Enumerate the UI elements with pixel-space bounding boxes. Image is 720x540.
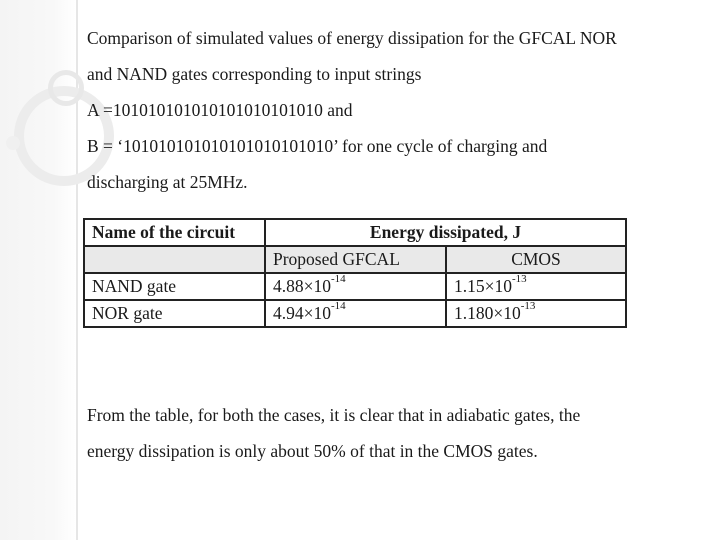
subheader-empty-cell xyxy=(84,246,265,273)
row-circuit-name: NAND gate xyxy=(84,273,265,300)
subheader-proposed-gfcal: Proposed GFCAL xyxy=(265,246,446,273)
value-exponent: -13 xyxy=(520,300,536,312)
row-circuit-name: NOR gate xyxy=(84,300,265,327)
subheader-cmos: CMOS xyxy=(446,246,626,273)
table-subheader-row xyxy=(84,246,626,273)
intro-line-5: discharging at 25MHz. xyxy=(87,172,248,192)
decorative-dot xyxy=(6,136,20,150)
intro-line-2: and NAND gates corresponding to input strings xyxy=(87,64,422,84)
value-mantissa: 1.180×10 xyxy=(454,303,521,323)
conclusion-line-1: From the table, for both the cases, it is clear that in adiabatic gates, the xyxy=(87,405,581,425)
value-mantissa: 4.88×10 xyxy=(273,276,331,296)
value-exponent: -14 xyxy=(331,300,346,312)
intro-line-1: Comparison of simulated values of energy dissipation for the GFCAL NOR xyxy=(87,28,617,48)
energy-dissipation-table xyxy=(83,218,627,328)
intro-line-4: B = ‘101010101010101010101010’ for one cycle of charging and xyxy=(87,136,548,156)
header-energy-dissipated: Energy dissipated, J xyxy=(265,219,626,246)
header-circuit-name: Name of the circuit xyxy=(84,219,265,246)
row-gfcal-value xyxy=(265,273,446,300)
intro-line-3: A =101010101010101010101010 and xyxy=(87,100,353,120)
table-header-row xyxy=(84,219,626,246)
value-mantissa: 1.15×10 xyxy=(454,276,512,296)
value-mantissa: 4.94×10 xyxy=(273,303,331,323)
table-row xyxy=(84,273,626,300)
row-cmos-value xyxy=(446,300,626,327)
decorative-ring-small xyxy=(48,70,84,106)
row-cmos-value xyxy=(446,273,626,300)
value-exponent: -14 xyxy=(331,273,346,285)
value-exponent: -13 xyxy=(512,273,527,285)
conclusion-line-2: energy dissipation is only about 50% of that in the CMOS gates. xyxy=(87,441,538,461)
table-row xyxy=(84,300,626,327)
row-gfcal-value xyxy=(265,300,446,327)
